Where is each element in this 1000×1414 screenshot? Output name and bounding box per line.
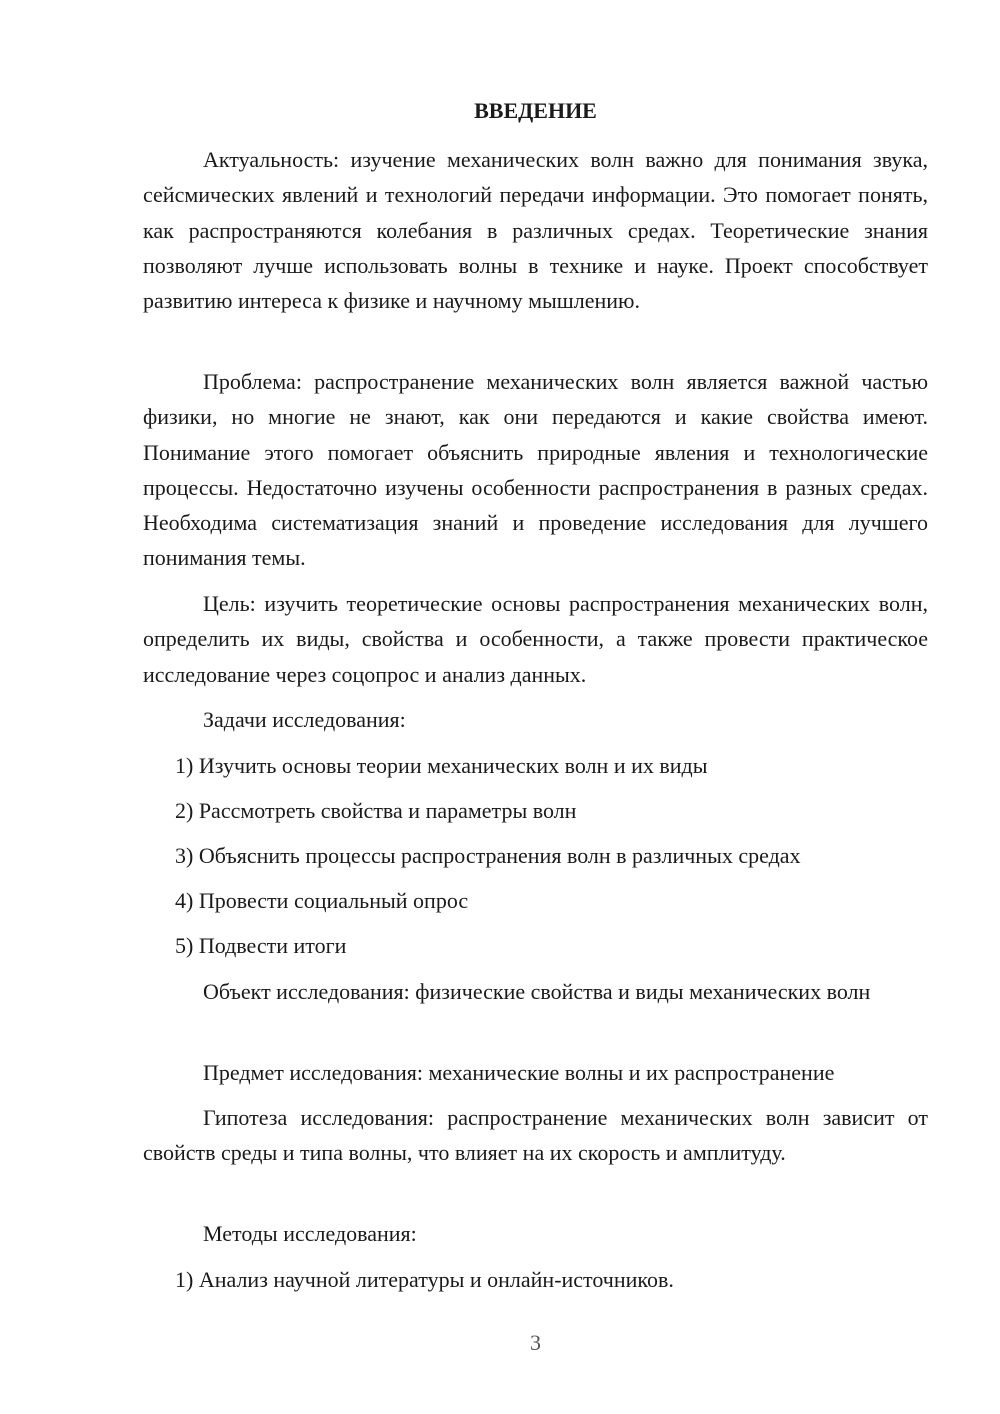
task-item-1: 1) Изучить основы теории механических волн и их виды (175, 753, 708, 778)
tasks-title: Задачи исследования: (203, 707, 406, 732)
task-item-5: 5) Подвести итоги (175, 933, 347, 958)
goal-paragraph: Цель: изучить теоретические основы распространения механических волн, определить их виды, свойства и особенности, а также провести практическое исследование через соцопрос и анализ данных. (143, 591, 928, 687)
hypothesis-paragraph: Гипотеза исследования: распространение механических волн зависит от свойств среды и типа волны, что влияет на их скорость и амплитуду. (143, 1105, 928, 1166)
task-item-3: 3) Объяснить процессы распространения волн в различных средах (175, 843, 801, 868)
problem-paragraph: Проблема: распространение механических волн является важной частью физики, но многие не знают, как они передаются и какие свойства имеют. Понимание этого помогает объяснить природные явления и технологические процессы. Недостаточно изучены особенности распространения в разных средах. Необходима систематизация знаний и проведение исследования для лучшего понимания темы. (143, 369, 928, 571)
object-paragraph: Объект исследования: физические свойства и виды механических волн (203, 979, 871, 1004)
task-item-4: 4) Провести социальный опрос (175, 888, 469, 913)
methods-title: Методы исследования: (203, 1221, 417, 1246)
task-item-2: 2) Рассмотреть свойства и параметры волн (175, 798, 577, 823)
relevance-paragraph: Актуальность: изучение механических волн важно для понимания звука, сейсмических явлений и технологий передачи информации. Это помогает понять, как распространяются колебания в различных средах. Теоретические знания позволяют лучше использовать волны в технике и науке. Проект способствует развитию интереса к физике и научному мышлению. (143, 147, 928, 314)
subject-paragraph: Предмет исследования: механические волны и их распространение (203, 1060, 835, 1085)
page-title: ВВЕДЕНИЕ (474, 98, 597, 123)
method-item-1: 1) Анализ научной литературы и онлайн-источников. (175, 1267, 674, 1292)
page-number: 3 (530, 1330, 541, 1355)
document-page (143, 0, 928, 1414)
